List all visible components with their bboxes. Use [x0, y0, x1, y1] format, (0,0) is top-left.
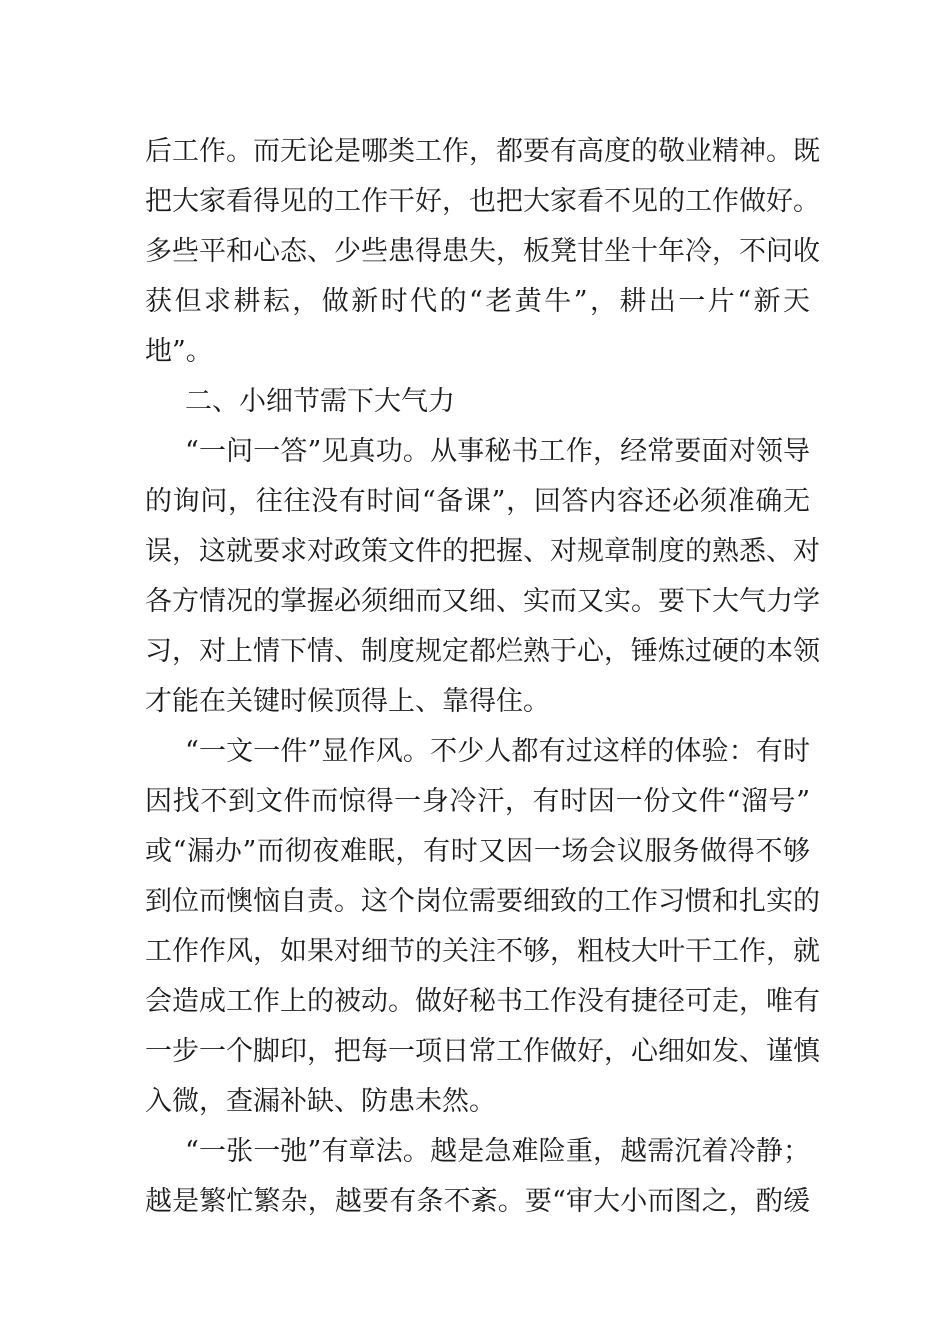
- text-line: 地”。: [145, 336, 213, 367]
- text-line: “一文一件”显作风。不少人都有过这样的体验：有时: [185, 736, 810, 767]
- text-line: 工作作风，如果对细节的关注不够，粗枝大叶干工作，就: [145, 936, 820, 967]
- text-line: 入微，查漏补缺、防患未然。: [145, 1086, 496, 1117]
- text-line: 会造成工作上的被动。做好秘书工作没有捷径可走，唯有: [145, 986, 820, 1017]
- text-line: 因找不到文件而惊得一身冷汗，有时因一份文件“溜号”: [145, 786, 810, 817]
- text-line: 越是繁忙繁杂，越要有条不紊。要“审大小而图之，酌缓: [145, 1186, 810, 1217]
- text-line: 习，对上情下情、制度规定都烂熟于心，锤炼过硬的本领: [145, 636, 820, 667]
- text-line: “一张一弛”有章法。越是急难险重，越需沉着冷静；: [185, 1136, 810, 1167]
- text-line: 各方情况的掌握必须细而又细、实而又实。要下大气力学: [145, 586, 820, 617]
- section-heading: 二、小细节需下大气力: [185, 386, 455, 417]
- text-line: 误，这就要求对政策文件的把握、对规章制度的熟悉、对: [145, 536, 820, 567]
- text-line: 才能在关键时候顶得上、靠得住。: [145, 686, 550, 717]
- text-line: 到位而懊恼自责。这个岗位需要细致的工作习惯和扎实的: [145, 886, 820, 917]
- text-line: 多些平和心态、少些患得患失，板凳甘坐十年冷，不问收: [145, 236, 820, 267]
- text-line: 的询问，往往没有时间“备课”，回答内容还必须准确无: [145, 486, 810, 517]
- text-line: “一问一答”见真功。从事秘书工作，经常要面对领导: [185, 436, 810, 467]
- text-line: 一步一个脚印，把每一项日常工作做好，心细如发、谨慎: [145, 1036, 820, 1067]
- body-text: [145, 127, 820, 1227]
- text-line: 把大家看得见的工作干好，也把大家看不见的工作做好。: [145, 186, 820, 217]
- text-line: 或“漏办”而彻夜难眠，有时又因一场会议服务做得不够: [145, 836, 810, 867]
- text-line: 获但求耕耘，做新时代的“老黄牛”，耕出一片“新天: [145, 286, 810, 317]
- text-line: 后工作。而无论是哪类工作，都要有高度的敬业精神。既: [145, 136, 820, 167]
